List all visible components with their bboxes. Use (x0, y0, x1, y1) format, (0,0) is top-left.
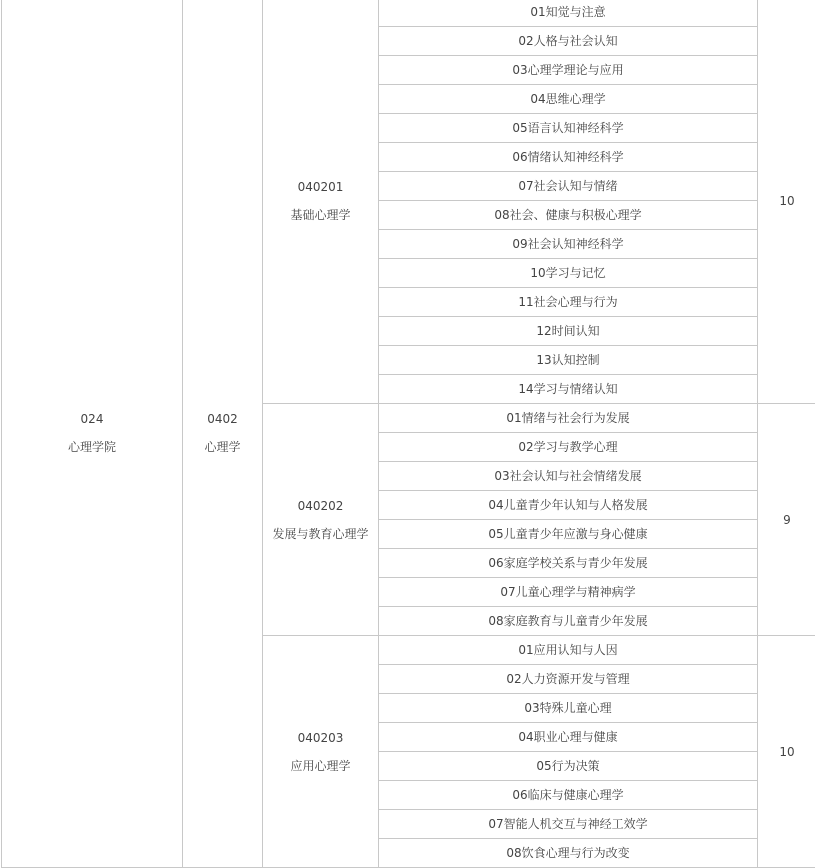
major-cell-code: 040202 (263, 492, 378, 520)
major-cell-name: 应用心理学 (263, 752, 378, 780)
program-table (1, 0, 815, 868)
direction-cell: 03特殊儿童心理 (379, 694, 758, 723)
direction-cell: 02人力资源开发与管理 (379, 665, 758, 694)
direction-cell: 05儿童青少年应激与身心健康 (379, 520, 758, 549)
discipline-cell-code: 0402 (183, 405, 262, 433)
direction-cell: 07社会认知与情绪 (379, 172, 758, 201)
major-cell-code: 040201 (263, 173, 378, 201)
direction-cell: 08家庭教育与儿童青少年发展 (379, 607, 758, 636)
direction-cell: 14学习与情绪认知 (379, 375, 758, 404)
direction-cell: 06情绪认知神经科学 (379, 143, 758, 172)
direction-cell: 01知觉与注意 (379, 0, 758, 27)
direction-cell: 11社会心理与行为 (379, 288, 758, 317)
direction-cell: 13认知控制 (379, 346, 758, 375)
direction-cell: 08社会、健康与积极心理学 (379, 201, 758, 230)
major-cell-name: 基础心理学 (263, 201, 378, 229)
discipline-cell (183, 0, 263, 868)
direction-cell: 04儿童青少年认知与人格发展 (379, 491, 758, 520)
enrollment-count-cell: 10 (758, 0, 815, 404)
enrollment-count-cell: 9 (758, 404, 815, 636)
direction-cell: 05行为决策 (379, 752, 758, 781)
direction-cell: 09社会认知神经科学 (379, 230, 758, 259)
major-cell-name: 发展与教育心理学 (263, 520, 378, 548)
college-cell (2, 0, 183, 868)
direction-cell: 01情绪与社会行为发展 (379, 404, 758, 433)
direction-cell: 02人格与社会认知 (379, 27, 758, 56)
direction-cell: 03心理学理论与应用 (379, 56, 758, 85)
direction-cell: 04思维心理学 (379, 85, 758, 114)
direction-cell: 03社会认知与社会情绪发展 (379, 462, 758, 491)
college-cell-name: 心理学院 (2, 433, 182, 461)
table-row (2, 0, 815, 27)
enrollment-count-cell: 10 (758, 636, 815, 868)
direction-cell: 02学习与教学心理 (379, 433, 758, 462)
direction-cell: 06临床与健康心理学 (379, 781, 758, 810)
program-table-body (2, 0, 815, 868)
direction-cell: 10学习与记忆 (379, 259, 758, 288)
direction-cell: 06家庭学校关系与青少年发展 (379, 549, 758, 578)
major-cell-code: 040203 (263, 724, 378, 752)
direction-cell: 12时间认知 (379, 317, 758, 346)
direction-cell: 05语言认知神经科学 (379, 114, 758, 143)
major-cell (263, 404, 379, 636)
major-cell (263, 636, 379, 868)
direction-cell: 04职业心理与健康 (379, 723, 758, 752)
direction-cell: 01应用认知与人因 (379, 636, 758, 665)
discipline-cell-name: 心理学 (183, 433, 262, 461)
direction-cell: 07智能人机交互与神经工效学 (379, 810, 758, 839)
major-cell (263, 0, 379, 404)
direction-cell: 07儿童心理学与精神病学 (379, 578, 758, 607)
direction-cell: 08饮食心理与行为改变 (379, 839, 758, 868)
college-cell-code: 024 (2, 405, 182, 433)
